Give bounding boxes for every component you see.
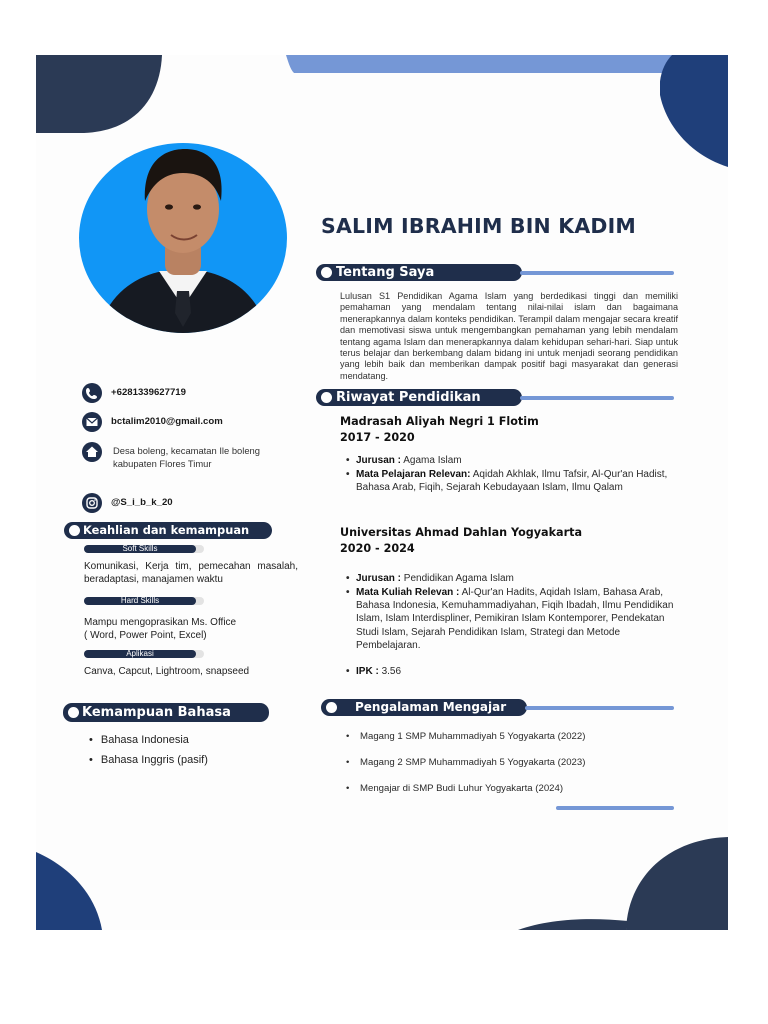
section-header-skills bbox=[64, 522, 272, 539]
bullet-dot-icon bbox=[68, 707, 79, 718]
instagram-handle: @S_i_b_k_20 bbox=[111, 497, 173, 508]
decor-shape-bottom-left bbox=[36, 852, 104, 930]
bullet-dot-icon bbox=[321, 392, 332, 403]
phone-icon bbox=[82, 383, 102, 403]
school-2-years: 2020 - 2024 bbox=[340, 542, 415, 555]
phone-number: +6281339627719 bbox=[111, 387, 186, 398]
decor-shape-bottom-right bbox=[518, 837, 728, 930]
section-title-languages: Kemampuan Bahasa bbox=[82, 705, 231, 720]
section-header-about bbox=[316, 264, 522, 281]
section-header-experience bbox=[321, 699, 527, 716]
experience-accent-line bbox=[525, 706, 674, 710]
soft-skills-text: Komunikasi, Kerja tim, pemecahan masalah, beradaptasi, manajamen waktu bbox=[84, 561, 298, 585]
education-accent-line bbox=[520, 396, 674, 400]
section-title-about: Tentang Saya bbox=[336, 265, 435, 280]
instagram-icon bbox=[82, 493, 102, 513]
about-accent-line bbox=[520, 271, 674, 275]
bullet-dot-icon bbox=[69, 525, 80, 536]
home-icon bbox=[82, 442, 102, 462]
section-header-languages bbox=[63, 703, 269, 722]
apps-text: Canva, Capcut, Lightroom, snapseed bbox=[84, 666, 250, 677]
email-address: bctalim2010@gmail.com bbox=[111, 416, 223, 427]
experience-item: • Mengajar di SMP Budi Luhur Yogyakarta (2024) bbox=[346, 783, 564, 794]
school-2-name: Universitas Ahmad Dahlan Yogyakarta bbox=[340, 526, 583, 539]
school-2-courses: • Mata Kuliah Relevan : Al-Qur'an Hadits, Aqidah Islam, Bahasa Arab, Bahasa Indonesia, Kemuhammadiyahan, Fiqih Ibadah, Ilmu Pendidikan Islam, Islam Interdispliner, Pemikiran Islam Kontemporer, Pendekatan Studi Islam, Sejarah Pendidikan Islam, Strategi dan Metode Pembelajaran. bbox=[346, 587, 674, 651]
person-illustration bbox=[79, 143, 287, 333]
school-2-major: • Jurusan : Pendidikan Agama Islam bbox=[346, 573, 514, 584]
decor-line-bottom bbox=[556, 806, 674, 810]
school-1-major: • Jurusan : Agama Islam bbox=[346, 455, 462, 466]
section-title-education: Riwayat Pendidikan bbox=[336, 390, 481, 405]
experience-item: • Magang 2 SMP Muhammadiyah 5 Yogyakarta (2023) bbox=[346, 757, 586, 768]
hard-skills-bar bbox=[84, 597, 204, 605]
school-1-subjects: • Mata Pelajaran Relevan: Aqidah Akhlak, Ilmu Tafsir, Al-Qur'an Hadist, Bahasa Arab, Fiqih, Sejarah Kebudayaan Islam, Ilmu Qalam bbox=[346, 469, 668, 494]
apps-bar bbox=[84, 650, 204, 658]
mail-icon bbox=[82, 412, 102, 432]
language-item: • Bahasa Inggris (pasif) bbox=[89, 754, 208, 766]
about-text: Lulusan S1 Pendidikan Agama Islam yang berdedikasi tinggi dan memiliki pemahaman yang mendalam tentang nilai-nilai islam dan bagaimana menerapkannya dalam konteks pendidikan. Terampil dalam mengajar secara kreatif dan memotivasi siswa untuk mengembangkan pemahaman yang lebih mendalam tentang agama Islam dan menerapkannya dalam kehidupan sehari-hari. Siap untuk terus belajar dan berkembang dalam bidang ini untuk menjadi seorang pendidikan yang lebih baik dan memberikan dampak positif bagi masyarakat dan generasi mendatang. bbox=[340, 291, 678, 381]
school-1-years: 2017 - 2020 bbox=[340, 431, 415, 444]
experience-item: • Magang 1 SMP Muhammadiyah 5 Yogyakarta (2022) bbox=[346, 731, 586, 742]
profile-photo bbox=[79, 143, 287, 333]
section-title-skills: Keahlian dan kemampuan bbox=[83, 523, 250, 537]
address-line-1: Desa boleng, kecamatan Ile boleng bbox=[113, 445, 260, 456]
hard-skills-label: Hard Skills bbox=[120, 596, 160, 605]
decor-shape-top-right bbox=[660, 55, 728, 167]
section-title-experience: Pengalaman Mengajar bbox=[355, 700, 507, 714]
bullet-dot-icon bbox=[321, 267, 332, 278]
apps-label: Aplikasi bbox=[126, 649, 154, 658]
address-line-2: kabupaten Flores Timur bbox=[113, 458, 212, 469]
school-2-gpa: • IPK : 3.56 bbox=[346, 666, 402, 677]
section-header-education bbox=[316, 389, 522, 406]
school-1-name: Madrasah Aliyah Negri 1 Flotim bbox=[340, 415, 539, 428]
soft-skills-label: Soft Skills bbox=[122, 544, 158, 553]
decor-shape-top-left bbox=[36, 55, 176, 135]
soft-skills-bar bbox=[84, 545, 204, 553]
hard-skills-text-2: ( Word, Power Point, Excel) bbox=[84, 630, 207, 641]
hard-skills-text-1: Mampu mengoprasikan Ms. Office bbox=[84, 617, 237, 628]
candidate-name: SALIM IBRAHIM BIN KADIM bbox=[321, 214, 637, 238]
bullet-dot-icon bbox=[326, 702, 337, 713]
language-item: • Bahasa Indonesia bbox=[89, 734, 189, 746]
